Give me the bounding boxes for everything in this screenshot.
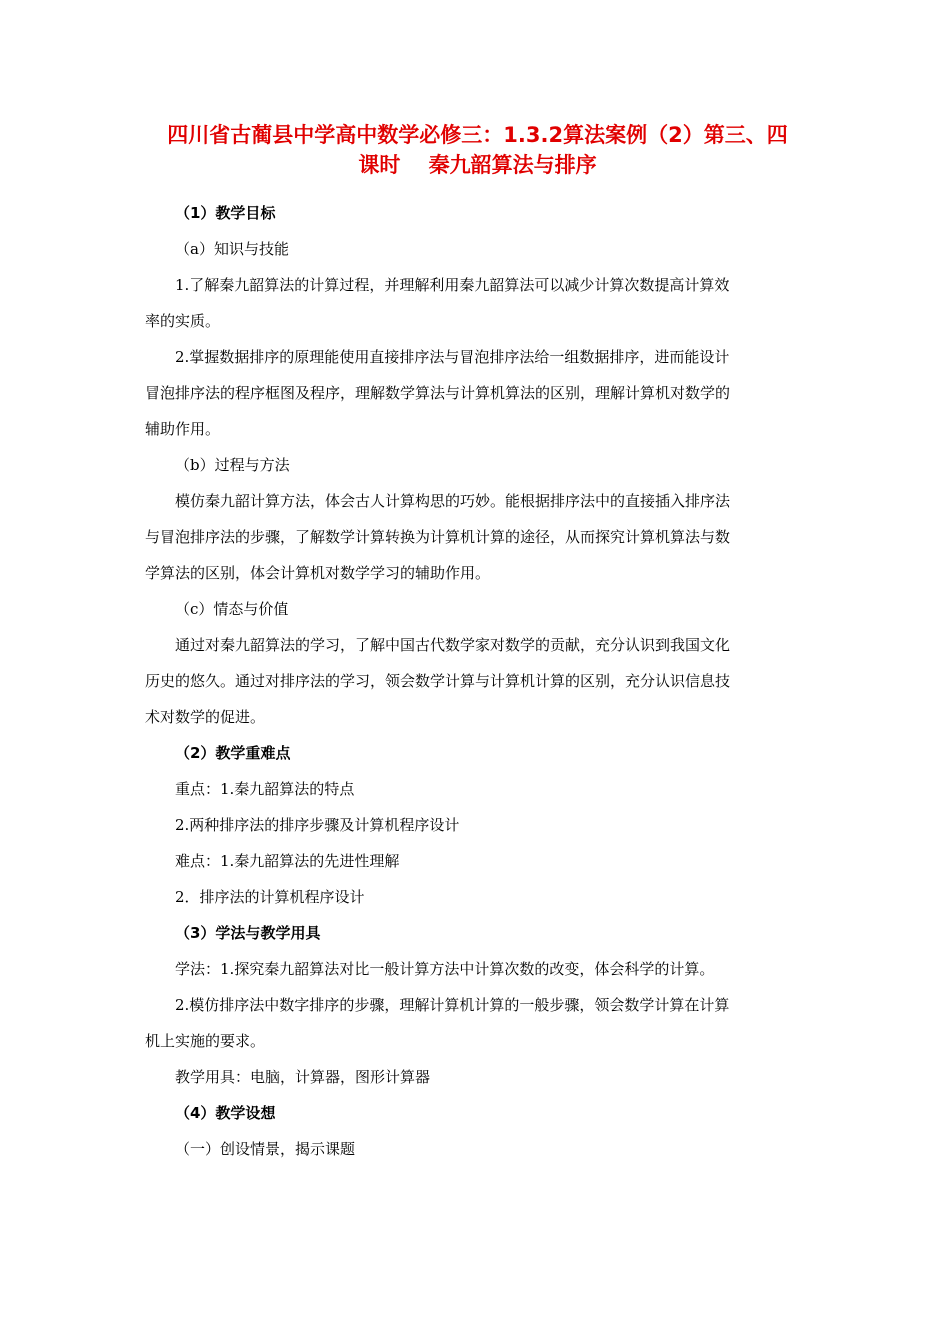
title-line-2: 课时 秦九韶算法与排序 bbox=[358, 153, 597, 177]
paragraph-line: 冒泡排序法的程序框图及程序，理解数学算法与计算机算法的区别，理解计算机对数学的 bbox=[145, 384, 731, 402]
paragraph-line: 重点：1.秦九韶算法的特点 bbox=[175, 780, 355, 798]
section-heading-objectives: （1）教学目标 bbox=[175, 204, 276, 222]
paragraph-line: 2.模仿排序法中数字排序的步骤，理解计算机计算的一般步骤，领会数学计算在计算 bbox=[175, 996, 730, 1014]
paragraph-line: 辅助作用。 bbox=[145, 420, 221, 438]
paragraph-line: 模仿秦九韶计算方法，体会古人计算构思的巧妙。能根据排序法中的直接插入排序法 bbox=[175, 492, 731, 510]
document-body bbox=[145, 195, 810, 1167]
section-heading-methods: （3）学法与教学用具 bbox=[175, 924, 321, 942]
paragraph-line: 2.掌握数据排序的原理能使用直接排序法与冒泡排序法给一组数据排序，进而能设计 bbox=[175, 348, 730, 366]
section-heading-design: （4）教学设想 bbox=[175, 1104, 276, 1122]
paragraph-line: 2．排序法的计算机程序设计 bbox=[175, 888, 365, 906]
paragraph-line: 机上实施的要求。 bbox=[145, 1032, 266, 1050]
paragraph-line: 教学用具：电脑，计算器，图形计算器 bbox=[175, 1068, 431, 1086]
paragraph-line: 与冒泡排序法的步骤，了解数学计算转换为计算机计算的途径，从而探究计算机算法与数 bbox=[145, 528, 731, 546]
subheading-knowledge: （a）知识与技能 bbox=[175, 240, 289, 258]
subheading-process: （b）过程与方法 bbox=[175, 456, 290, 474]
subheading-create-scenario: （一）创设情景，揭示课题 bbox=[175, 1140, 356, 1158]
subheading-values: （c）情态与价值 bbox=[175, 600, 289, 618]
section-heading-key-points: （2）教学重难点 bbox=[175, 744, 291, 762]
paragraph-line: 2.两种排序法的排序步骤及计算机程序设计 bbox=[175, 816, 460, 834]
paragraph-line: 历史的悠久。通过对排序法的学习，领会数学计算与计算机计算的区别，充分认识信息技 bbox=[145, 672, 731, 690]
document-title bbox=[145, 120, 810, 180]
paragraph-line: 率的实质。 bbox=[145, 312, 221, 330]
paragraph-line: 1.了解秦九韶算法的计算过程，并理解利用秦九韶算法可以减少计算次数提高计算效 bbox=[175, 276, 730, 294]
paragraph-line: 学算法的区别，体会计算机对数学学习的辅助作用。 bbox=[145, 564, 491, 582]
paragraph-line: 通过对秦九韶算法的学习，了解中国古代数学家对数学的贡献，充分认识到我国文化 bbox=[175, 636, 731, 654]
paragraph-line: 术对数学的促进。 bbox=[145, 708, 266, 726]
paragraph-line: 难点：1.秦九韶算法的先进性理解 bbox=[175, 852, 400, 870]
title-line-1: 四川省古蔺县中学高中数学必修三：1.3.2算法案例（2）第三、四 bbox=[167, 123, 788, 147]
paragraph-line: 学法：1.探究秦九韶算法对比一般计算方法中计算次数的改变，体会科学的计算。 bbox=[175, 960, 715, 978]
